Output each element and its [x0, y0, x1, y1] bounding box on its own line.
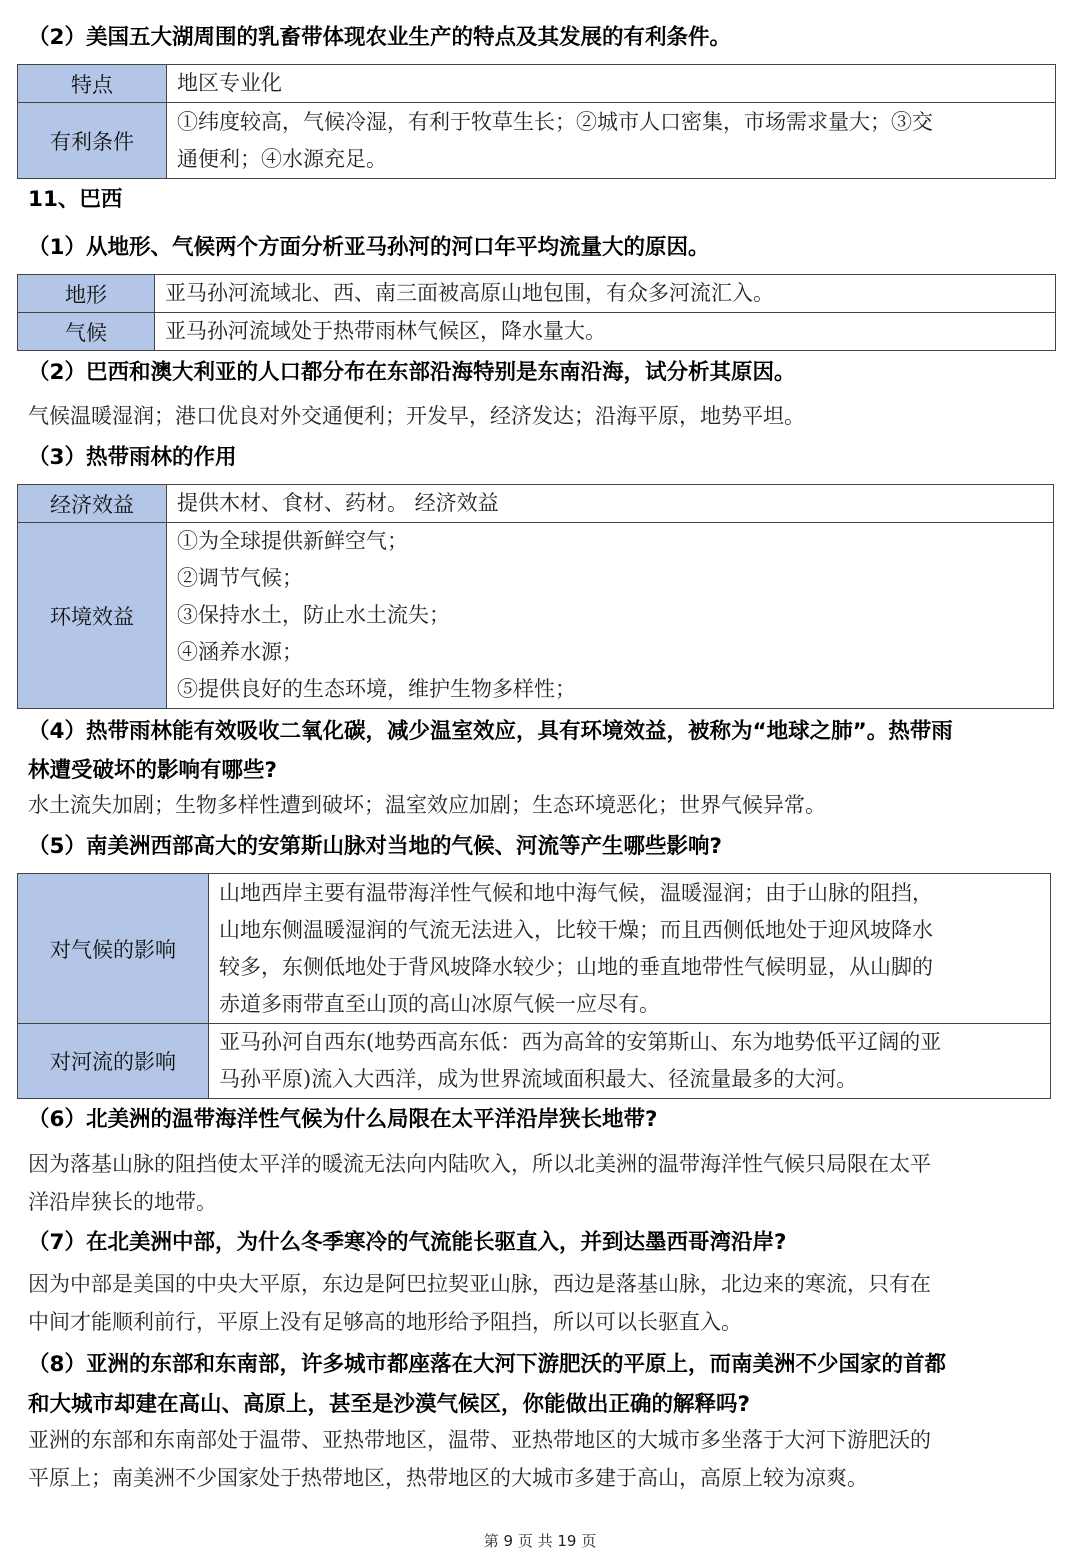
text-line: ④涵养水源；	[177, 640, 303, 664]
question-deforestation-line1: （4）热带雨林能有效吸收二氧化碳，减少温室效应，具有环境效益，被称为“地球之肺”。热带雨	[28, 719, 953, 744]
question-deforestation-line2: 林遭受破坏的影响有哪些?	[28, 758, 277, 783]
table-andes	[17, 873, 1051, 1099]
text-line: ②调节气候；	[177, 566, 303, 590]
table-key: 环境效益	[18, 523, 167, 709]
text-line: 山地西岸主要有温带海洋性气候和地中海气候，温暖湿润；由于山脉的阻挡，	[219, 880, 933, 905]
table-amazon	[17, 274, 1056, 351]
table-key: 经济效益	[18, 485, 167, 523]
text-line: ①为全球提供新鲜空气；	[177, 529, 408, 553]
text-line: 亚洲的东部和东南部处于温带、亚热带地区，温带、亚热带地区的大城市多坐落于大河下游肥沃的	[28, 1428, 931, 1452]
text-line: 因为中部是美国的中央大平原，东边是阿巴拉契亚山脉，西边是落基山脉，北边来的寒流，只有在	[28, 1272, 931, 1296]
table-key: 对河流的影响	[18, 1024, 209, 1099]
text-line: 通便利；④水源充足。	[177, 146, 387, 171]
question-cities-line1: （8）亚洲的东部和东南部，许多城市都座落在大河下游肥沃的平原上，而南美洲不少国家的首都	[28, 1352, 946, 1377]
question-cities-line2: 和大城市却建在高山、高原上，甚至是沙漠气候区，你能做出正确的解释吗?	[28, 1392, 750, 1417]
answer-deforestation: 水土流失加剧；生物多样性遭到破坏；温室效应加剧；生态环境恶化；世界气候异常。	[28, 793, 826, 817]
table-value	[167, 103, 1056, 179]
answer-cold-air	[28, 1265, 1053, 1341]
question-great-lakes: （2）美国五大湖周围的乳畜带体现农业生产的特点及其发展的有利条件。	[28, 25, 731, 50]
table-key: 特点	[18, 65, 167, 103]
table-dairy-belt	[17, 64, 1056, 179]
text-line: 赤道多雨带直至山顶的高山冰原气候一应尽有。	[219, 991, 660, 1016]
table-value	[209, 1024, 1051, 1099]
text-line: ③保持水土，防止水土流失；	[177, 603, 450, 627]
table-value: 地区专业化	[167, 65, 1056, 103]
table-value	[209, 874, 1051, 1024]
table-key: 有利条件	[18, 103, 167, 179]
table-value: 亚马孙河流域北、西、南三面被高原山地包围，有众多河流汇入。	[155, 275, 1056, 313]
text-line: 亚马孙河自西东(地势西高东低：西为高耸的安第斯山、东为地势低平辽阔的亚	[219, 1030, 942, 1054]
section-heading-brazil: 11、巴西	[28, 187, 123, 212]
table-value: 亚马孙河流域处于热带雨林气候区，降水量大。	[155, 313, 1056, 351]
question-rainforest: （3）热带雨林的作用	[28, 445, 237, 470]
table-key: 对气候的影响	[18, 874, 209, 1024]
answer-cities	[28, 1421, 1053, 1497]
table-rainforest	[17, 484, 1054, 709]
question-population: （2）巴西和澳大利亚的人口都分布在东部沿海特别是东南沿海，试分析其原因。	[28, 360, 796, 385]
text-line: 洋沿岸狭长的地带。	[28, 1190, 217, 1214]
text-line: 山地东侧温暖湿润的气流无法进入，比较干燥；而且西侧低地处于迎风坡降水	[219, 917, 933, 942]
text-line: 因为落基山脉的阻挡使太平洋的暖流无法向内陆吹入，所以北美洲的温带海洋性气候只局限在太平	[28, 1152, 931, 1176]
table-key: 气候	[18, 313, 155, 351]
text-line: ⑤提供良好的生态环境，维护生物多样性；	[177, 677, 576, 701]
question-amazon: （1）从地形、气候两个方面分析亚马孙河的河口年平均流量大的原因。	[28, 235, 710, 260]
text-line: 中间才能顺利前行，平原上没有足够高的地形给予阻挡，所以可以长驱直入。	[28, 1310, 742, 1334]
answer-pacific-coast	[28, 1145, 1053, 1221]
question-pacific-coast: （6）北美洲的温带海洋性气候为什么局限在太平洋沿岸狭长地带?	[28, 1107, 658, 1132]
page-footer: 第 9 页 共 19 页	[483, 1532, 597, 1550]
text-line: 马孙平原)流入大西洋，成为世界流域面积最大、径流量最多的大河。	[219, 1067, 858, 1091]
question-cold-air: （7）在北美洲中部，为什么冬季寒冷的气流能长驱直入，并到达墨西哥湾沿岸?	[28, 1230, 787, 1255]
table-key: 地形	[18, 275, 155, 313]
text-line: 较多，东侧低地处于背风坡降水较少；山地的垂直地带性气候明显，从山脚的	[219, 954, 933, 979]
table-value: 提供木材、食材、药材。 经济效益	[167, 485, 1054, 523]
answer-population: 气候温暖湿润；港口优良对外交通便利；开发早，经济发达；沿海平原，地势平坦。	[28, 404, 805, 428]
question-andes: （5）南美洲西部高大的安第斯山脉对当地的气候、河流等产生哪些影响?	[28, 834, 722, 859]
text-line: 平原上；南美洲不少国家处于热带地区，热带地区的大城市多建于高山，高原上较为凉爽。	[28, 1466, 868, 1490]
text-line: ①纬度较高，气候冷湿，有利于牧草生长；②城市人口密集，市场需求量大；③交	[177, 109, 933, 134]
table-value	[167, 523, 1054, 709]
